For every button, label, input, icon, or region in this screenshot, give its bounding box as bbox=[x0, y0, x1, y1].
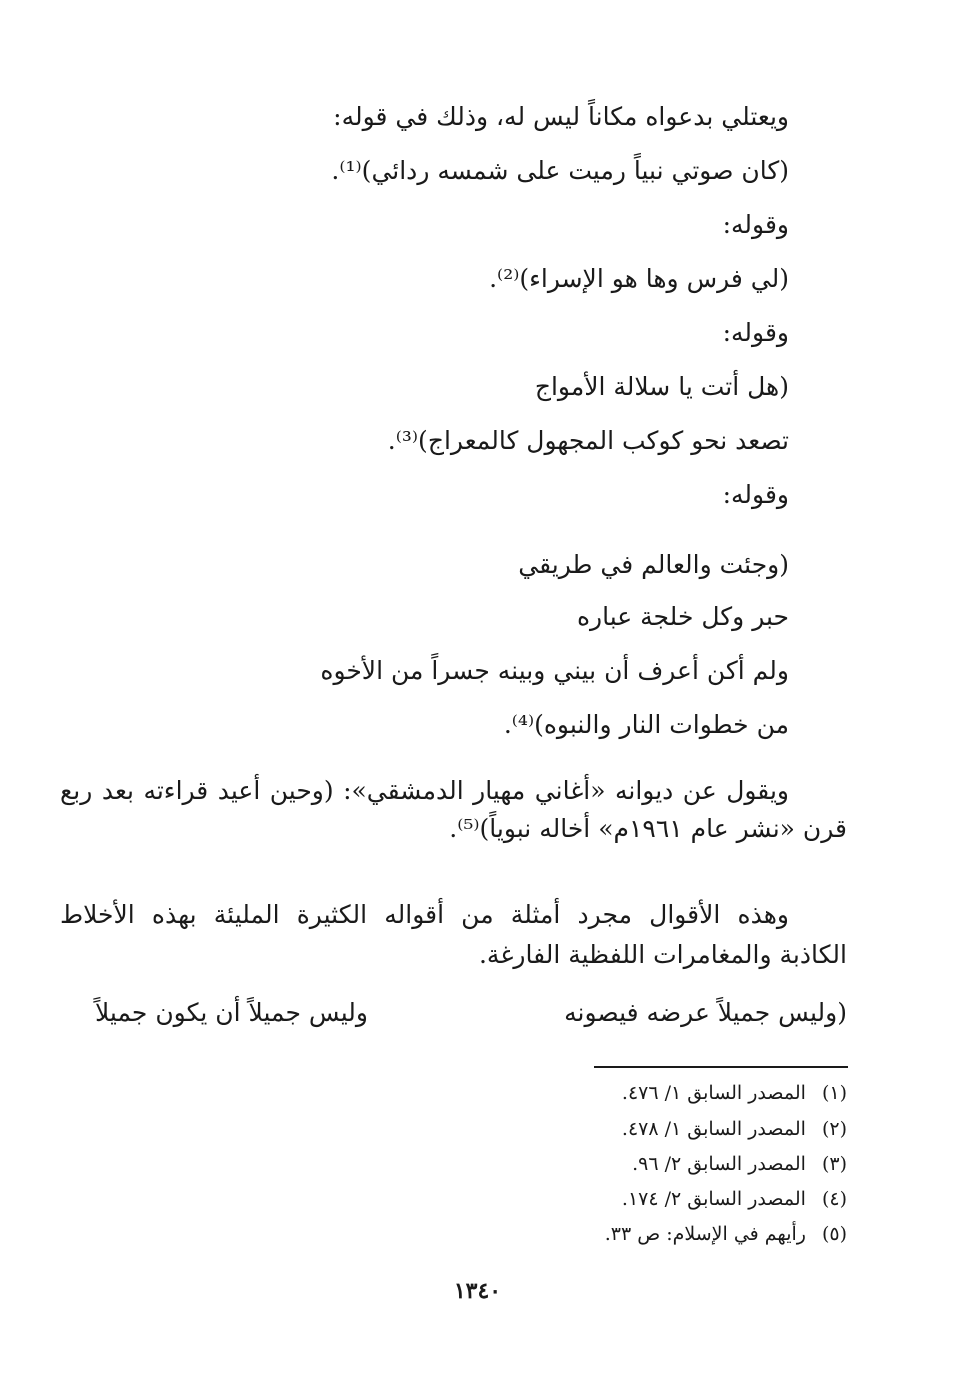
paragraph-line: ويقول عن ديوانه «أغاني مهيار الدمشقي»: (وحين أعيد قراءته بعد ربع bbox=[60, 776, 789, 805]
body-line: وقوله: bbox=[722, 480, 789, 509]
footnote-number: (٣) bbox=[821, 1153, 847, 1175]
body-line: (كان صوتي نبياً رميت على شمسه ردائي)⁽¹⁾. bbox=[331, 156, 789, 185]
body-line: وقوله: bbox=[722, 318, 789, 347]
footnote bbox=[300, 1186, 847, 1212]
footnote-number: (١) bbox=[821, 1082, 847, 1104]
verse-line bbox=[95, 996, 847, 1030]
paragraph-line: قرن «نشر عام ١٩٦١م» أخاله نبوياً)⁽⁵⁾. bbox=[449, 814, 847, 843]
footnote bbox=[300, 1151, 847, 1177]
page-number: ١٣٤٠ bbox=[453, 1278, 502, 1304]
verse-right-hemistich: (وليس جميلاً عرضه فيصونه bbox=[564, 998, 847, 1027]
footnote bbox=[300, 1221, 847, 1247]
footnote bbox=[300, 1080, 847, 1106]
footnote-number: (٥) bbox=[821, 1223, 847, 1245]
body-line: (وجئت والعالم في طريقي bbox=[518, 550, 789, 579]
footnote-text: المصدر السابق ١/ ٤٧٦. bbox=[621, 1082, 806, 1104]
paragraph-line: وهذه الأقوال مجرد أمثلة من أقواله الكثيرة المليئة بهذه الأخلاط bbox=[60, 900, 789, 929]
body-line: (هل أتت يا سلالة الأمواج bbox=[534, 372, 789, 401]
footnote-number: (٢) bbox=[821, 1118, 847, 1140]
footnote-text: المصدر السابق ٢/ ١٧٤. bbox=[621, 1188, 806, 1210]
footnote-text: رأيهم في الإسلام: ص ٣٣. bbox=[604, 1223, 806, 1245]
body-line: حبر وكل خلجة عباره bbox=[576, 602, 789, 631]
verse-left-hemistich: وليس جميلاً أن يكون جميلاً bbox=[95, 998, 368, 1027]
body-line: ويعتلي بدعواه مكاناً ليس له، وذلك في قوله: bbox=[333, 102, 789, 131]
body-line: (لي فرس وها هو الإسراء)⁽²⁾. bbox=[489, 264, 789, 293]
footnote bbox=[300, 1116, 847, 1142]
footnote-text: المصدر السابق ١/ ٤٧٨. bbox=[621, 1118, 806, 1140]
body-line: ولم أكن أعرف أن بيني وبينه جسراً من الأخوه bbox=[320, 656, 789, 685]
body-line: تصعد نحو كوكب المجهول كالمعراج)⁽³⁾. bbox=[387, 426, 789, 455]
body-line: وقوله: bbox=[722, 210, 789, 239]
paragraph-line: الكاذبة والمغامرات اللفظية الفارغة. bbox=[478, 940, 847, 969]
footnote-divider bbox=[594, 1066, 848, 1068]
body-line: من خطوات النار والنبوه)⁽⁴⁾. bbox=[503, 710, 789, 739]
footnote-text: المصدر السابق ٢/ ٩٦. bbox=[632, 1153, 806, 1175]
footnote-number: (٤) bbox=[821, 1188, 847, 1210]
